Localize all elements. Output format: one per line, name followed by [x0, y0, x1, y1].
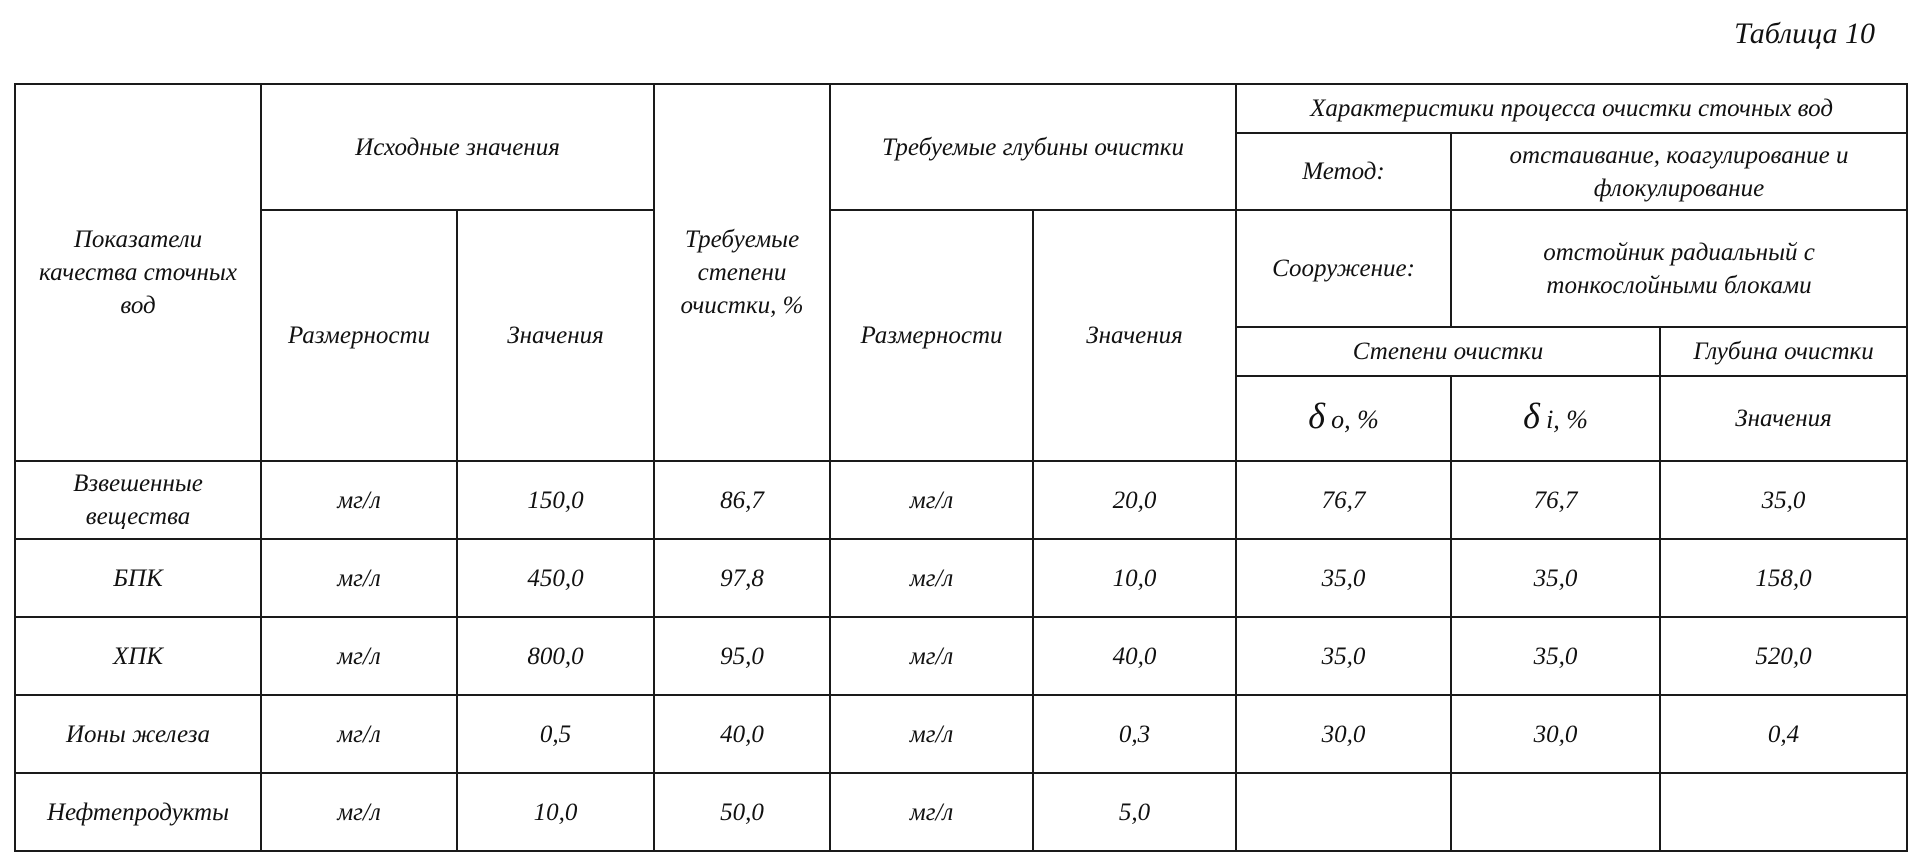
- row-initial-value: 0,5: [457, 695, 654, 773]
- header-required-values-col: Значения: [1033, 210, 1236, 461]
- row-required-value: 10,0: [1033, 539, 1236, 617]
- row-depth-value: 35,0: [1660, 461, 1907, 539]
- row-indicator-name: Взвешенные вещества: [15, 461, 261, 539]
- row-required-degree: 40,0: [654, 695, 830, 773]
- row-delta-i: [1451, 773, 1660, 851]
- row-required-degree: 50,0: [654, 773, 830, 851]
- header-initial-values: Исходные значения: [261, 84, 654, 210]
- row-indicator-name: БПК: [15, 539, 261, 617]
- row-required-unit: мг/л: [830, 617, 1033, 695]
- row-required-degree: 97,8: [654, 539, 830, 617]
- method-label: Метод:: [1236, 133, 1451, 210]
- row-unit: мг/л: [261, 539, 457, 617]
- header-required-dimensions: Размерности: [830, 210, 1033, 461]
- row-initial-value: 800,0: [457, 617, 654, 695]
- row-delta-i: 35,0: [1451, 539, 1660, 617]
- row-required-degree: 86,7: [654, 461, 830, 539]
- header-initial-dimensions: Размерности: [261, 210, 457, 461]
- table-row: [15, 695, 1907, 773]
- row-unit: мг/л: [261, 773, 457, 851]
- table-row: [15, 773, 1907, 851]
- delta-symbol-o: δ: [1308, 396, 1325, 436]
- row-unit: мг/л: [261, 461, 457, 539]
- row-indicator-name: Ионы железа: [15, 695, 261, 773]
- row-delta-i: 35,0: [1451, 617, 1660, 695]
- header-required-degrees: Требуемые степени очистки, %: [654, 84, 830, 461]
- delta-i-suffix: i, %: [1546, 405, 1588, 434]
- row-depth-value: 158,0: [1660, 539, 1907, 617]
- row-delta-o: 35,0: [1236, 617, 1451, 695]
- header-process-characteristics: Характеристики процесса очистки сточных вод: [1236, 84, 1907, 133]
- header-required-depths: Требуемые глубины очистки: [830, 84, 1236, 210]
- row-initial-value: 150,0: [457, 461, 654, 539]
- delta-o-suffix: o, %: [1331, 405, 1379, 434]
- row-unit: мг/л: [261, 617, 457, 695]
- row-delta-o: 30,0: [1236, 695, 1451, 773]
- row-delta-o: [1236, 773, 1451, 851]
- structure-value: отстойник радиальный с тонкослойными блоками: [1451, 210, 1907, 327]
- row-indicator-name: Нефтепродукты: [15, 773, 261, 851]
- row-depth-value: 520,0: [1660, 617, 1907, 695]
- table-row: [15, 461, 1907, 539]
- header-depth-of-cleaning: Глубина очистки: [1660, 327, 1907, 376]
- row-initial-value: 450,0: [457, 539, 654, 617]
- row-depth-value: 0,4: [1660, 695, 1907, 773]
- row-required-value: 20,0: [1033, 461, 1236, 539]
- row-required-degree: 95,0: [654, 617, 830, 695]
- row-required-value: 0,3: [1033, 695, 1236, 773]
- row-unit: мг/л: [261, 695, 457, 773]
- header-delta-i: [1451, 376, 1660, 461]
- header-depth-values: Значения: [1660, 376, 1907, 461]
- row-required-unit: мг/л: [830, 539, 1033, 617]
- table-row: [15, 617, 1907, 695]
- row-required-value: 40,0: [1033, 617, 1236, 695]
- row-delta-o: 35,0: [1236, 539, 1451, 617]
- row-delta-i: 76,7: [1451, 461, 1660, 539]
- row-required-value: 5,0: [1033, 773, 1236, 851]
- treatment-table: [14, 83, 1908, 852]
- header-delta-o: [1236, 376, 1451, 461]
- table-caption: Таблица 10: [1734, 17, 1875, 50]
- row-depth-value: [1660, 773, 1907, 851]
- header-initial-values-col: Значения: [457, 210, 654, 461]
- header-indicators: Показатели качества сточных вод: [15, 84, 261, 461]
- delta-symbol-i: δ: [1523, 396, 1540, 436]
- row-indicator-name: ХПК: [15, 617, 261, 695]
- row-required-unit: мг/л: [830, 773, 1033, 851]
- method-value: отстаивание, коагулирование и флокулирование: [1451, 133, 1907, 210]
- row-initial-value: 10,0: [457, 773, 654, 851]
- structure-label: Сооружение:: [1236, 210, 1451, 327]
- header-degrees-of-cleaning: Степени очистки: [1236, 327, 1660, 376]
- row-required-unit: мг/л: [830, 695, 1033, 773]
- row-delta-i: 30,0: [1451, 695, 1660, 773]
- table-row: [15, 539, 1907, 617]
- row-delta-o: 76,7: [1236, 461, 1451, 539]
- row-required-unit: мг/л: [830, 461, 1033, 539]
